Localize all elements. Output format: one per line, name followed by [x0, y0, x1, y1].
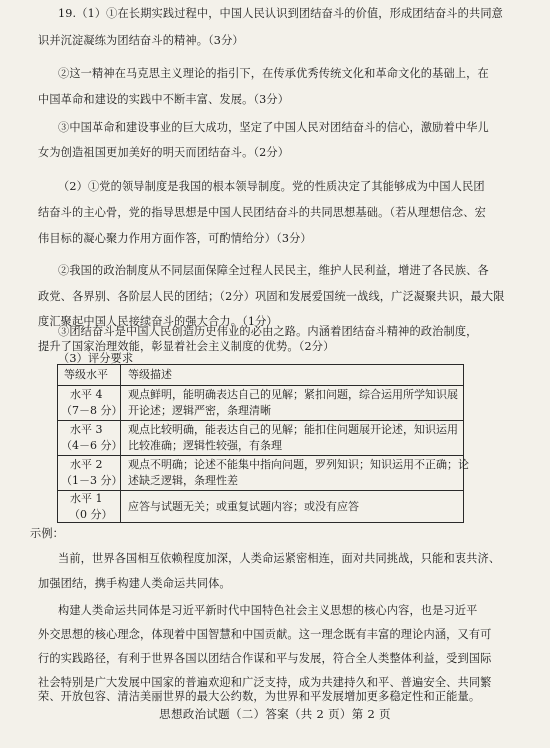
example-line: 加强团结，携手构建人类命运共同体。: [38, 577, 231, 590]
rubric-level: 水平 1: [70, 492, 103, 505]
paragraph-line: ③团结奋斗是中国人民创造历史伟业的必由之路。内涵着团结奋斗精神的政治制度，: [58, 325, 478, 338]
page-footer: 思想政治试题（二）答案（共 2 页）第 2 页: [159, 707, 391, 721]
paragraph-line: ②这一精神在马克思主义理论的指引下，在传承优秀传统文化和革命文化的基础上，在: [58, 67, 489, 80]
paragraph-line: （2）①党的领导制度是我国的根本领导制度。党的性质决定了其能够成为中国人民团: [58, 180, 485, 193]
paragraph-line: 19.（1）①在长期实践过程中，中国人民认识到团结奋斗的价值，形成团结奋斗的共同意: [58, 7, 503, 20]
paragraph-line: ③中国革命和建设事业的巨大成功，坚定了中国人民对团结奋斗的信心，激励着中华儿: [58, 121, 489, 134]
rubric-level: 水平 3: [70, 423, 103, 436]
rubric-range: （0 分）: [69, 508, 113, 521]
example-line: 外交思想的核心理念，体现着中国智慧和中国贡献。这一理念既有丰富的理论内涵，又有可: [38, 628, 492, 641]
example-line: 构建人类命运共同体是习近平新时代中国特色社会主义思想的核心内容，也是习近平: [58, 604, 478, 617]
rubric-desc: 比较准确；逻辑性较强，有条理: [128, 439, 282, 452]
rubric-table: [57, 364, 469, 523]
rubric-header-level: 等级水平: [64, 368, 108, 381]
rubric-desc: 观点鲜明，能明确表达自己的见解；紧扣问题，综合运用所学知识展: [128, 388, 458, 401]
rubric-desc: 观点比较明确，能表达自己的见解；能扣住问题展开论述，知识运用: [128, 423, 458, 436]
rubric-range: （1－3 分）: [61, 474, 123, 487]
example-line: 荣、开放包容、清洁美丽世界的最大公约数，为世界和平发展增加更多稳定性和正能量。: [38, 690, 481, 703]
rubric-desc: 观点不明确；论述不能集中指向问题，罗列知识；知识运用不正确；论: [128, 458, 469, 471]
rubric-range: （7－8 分）: [61, 404, 123, 417]
paragraph-line: 女为创造祖国更加美好的明天而团结奋斗。（2分）: [38, 146, 290, 159]
paragraph-line: 结奋斗的主心骨，党的指导思想是中国人民团结奋斗的共同思想基础。（若从理想信念、宏: [38, 206, 486, 219]
paragraph-line: 度汇聚起中国人民接续奋斗的强大合力。（1分）: [38, 315, 278, 328]
paragraph-line: （3）评分要求: [58, 352, 134, 365]
example-line: 行的实践路径，有利于世界各国以团结合作谋和平与发展，符合全人类整体利益，受到国际: [38, 652, 492, 665]
rubric-desc: 述缺乏逻辑，条理性差: [128, 474, 238, 487]
paragraph-line: ②我国的政治制度从不同层面保障全过程人民民主，维护人民利益，增进了各民族、各: [58, 264, 489, 277]
rubric-level: 水平 2: [70, 458, 103, 471]
rubric-desc: 应答与试题无关；或重复试题内容；或没有应答: [128, 500, 359, 513]
example-line: 当前，世界各国相互依赖程度加深，人类命运紧密相连，面对共同挑战，只能和衷共济、: [58, 552, 501, 565]
rubric-desc: 开论述；逻辑严密，条理清晰: [128, 404, 271, 417]
rubric-header-desc: 等级描述: [128, 368, 172, 381]
paragraph-line: 提升了国家治理效能，彰显着社会主义制度的优势。（2分）: [38, 340, 335, 353]
rubric-range: （4－6 分）: [61, 439, 123, 452]
paragraph-line: 伟目标的凝心聚力作用方面作答，可酌情给分）（3分）: [38, 232, 312, 245]
example-label: 示例：: [30, 527, 65, 540]
paragraph-line: 识并沉淀凝练为团结奋斗的精神。（3分）: [38, 34, 244, 47]
paragraph-line: 政党、各界别、各阶层人民的团结；（2分）巩固和发展爱国统一战线，广泛凝聚共识，最大限: [38, 290, 505, 303]
paragraph-line: 中国革命和建设的实践中不断丰富、发展。（3分）: [38, 93, 290, 106]
rubric-level: 水平 4: [70, 388, 103, 401]
example-line: 社会特别是广大发展中国家的普遍欢迎和广泛支持，成为共建持久和平、普遍安全、共同繁: [38, 676, 492, 689]
